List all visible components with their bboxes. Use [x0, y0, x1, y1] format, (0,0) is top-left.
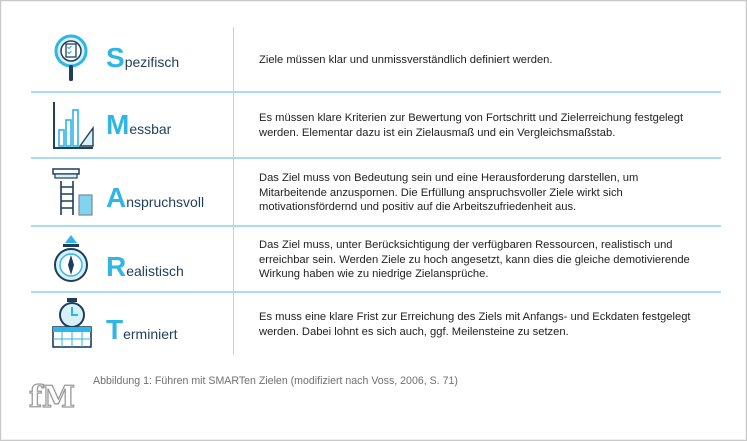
magnifier-checklist-icon	[51, 33, 95, 85]
fm-logo	[29, 377, 75, 415]
figure-caption: Abbildung 1: Führen mit SMARTen Zielen (modifiziert nach Voss, 2006, S. 71)	[93, 375, 458, 387]
term-rest: nspruchsvoll	[126, 194, 205, 210]
term-rest: pezifisch	[124, 54, 180, 70]
smart-row-a	[31, 159, 721, 225]
term-spezifisch	[106, 44, 179, 72]
description-realistisch: Das Ziel muss, unter Berücksichtigung der verfügbaren Ressourcen, realistisch und erreichbar sein. Werden Ziele zu hoch angesetzt, kann dies die gleiche demotivierende Wirkung haben wie zu niedrige Zielansprüche.	[259, 239, 690, 281]
term-initial: A	[106, 182, 127, 213]
term-realistisch	[106, 253, 184, 281]
smart-row-r	[31, 227, 721, 291]
description-terminiert: Es muss eine klare Frist zur Erreichung des Ziels mit Anfangs- und Eckdaten festgelegt werden. Dabei lohnt es sich auch, ggf. Meilensteine zu setzen.	[259, 311, 691, 338]
smart-row-m	[31, 93, 721, 157]
smart-row-t	[31, 293, 721, 355]
bar-chart-ruler-icon	[51, 98, 95, 150]
term-initial: M	[106, 109, 130, 140]
smart-row-s	[31, 27, 721, 91]
description-messbar: Es müssen klare Kriterien zur Bewertung von Fortschritt und Zielerreichung festgelegt werden. Elementar dazu ist ein Zielausmaß und ein Vergleichsmaßstab.	[259, 112, 684, 139]
logo-text: fM	[29, 380, 75, 415]
description-spezifisch: Ziele müssen klar und unmissverständlich definiert werden.	[259, 54, 553, 66]
term-rest: ealistisch	[126, 263, 184, 279]
term-initial: R	[106, 251, 127, 282]
ladder-books-icon	[51, 165, 95, 217]
term-rest: essbar	[129, 121, 172, 137]
term-messbar	[106, 111, 171, 139]
term-initial: T	[106, 314, 124, 345]
term-terminiert	[106, 316, 178, 344]
compass-icon	[51, 233, 95, 285]
term-initial: S	[106, 42, 125, 73]
description-anspruchsvoll: Das Ziel muss von Bedeutung sein und eine Herausforderung darstellen, um Mitarbeitende anzuspornen. Die Erfüllung anspruchsvoller Ziele wirkt sich motivationsfördernd und positiv auf die Arbeitszufriedenheit aus.	[259, 172, 639, 214]
term-rest: erminiert	[123, 326, 178, 342]
stopwatch-calendar-icon	[51, 297, 95, 349]
term-anspruchsvoll	[106, 184, 204, 212]
